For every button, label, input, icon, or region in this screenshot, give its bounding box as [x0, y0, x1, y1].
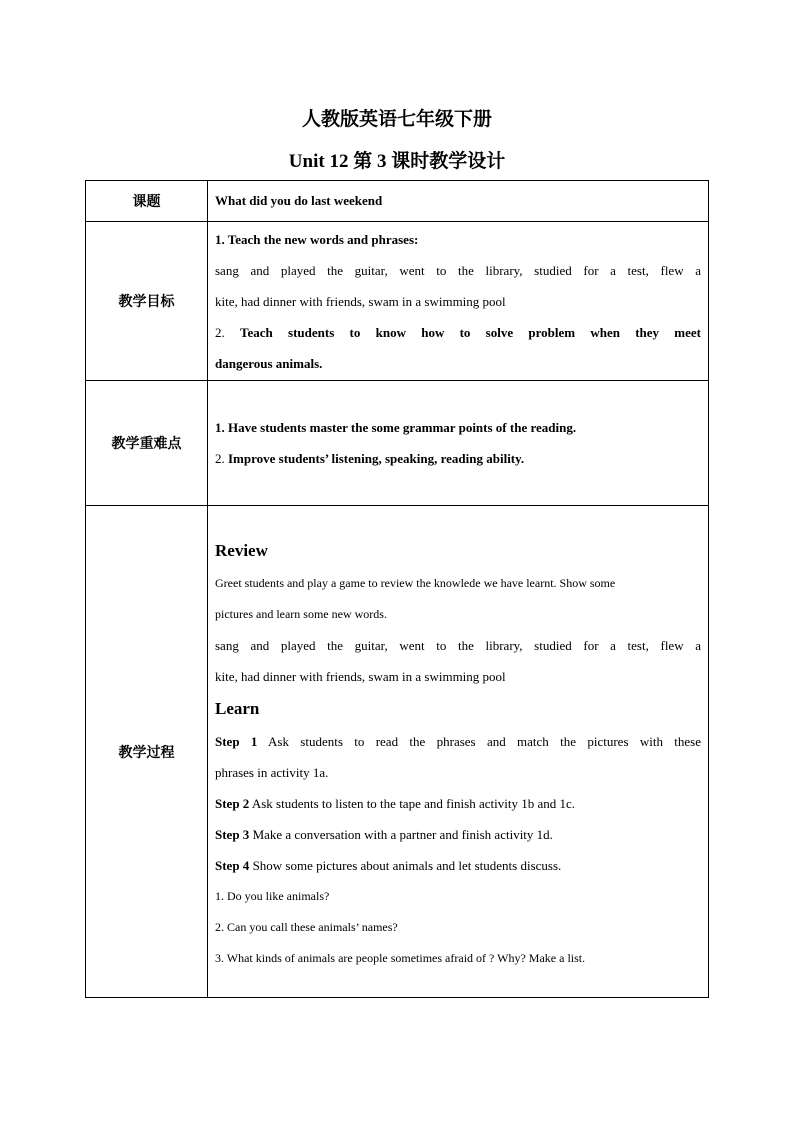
document-title: 人教版英语七年级下册 [301, 109, 492, 130]
objective-2-text: Teach students to know how to solve problem when they meet [240, 324, 702, 340]
document-subtitle: Unit 12 第 3 课时教学设计 [288, 151, 506, 172]
step-1-line-1 [215, 726, 701, 757]
objective-1-line-2: kite, had dinner with friends, swam in a swimming pool [215, 293, 506, 309]
step-4-text: Show some pictures about animals and let students discuss. [252, 857, 562, 873]
key-point-2-text: Improve students’ listening, speaking, reading ability. [228, 451, 525, 466]
step-2-text: Ask students to listen to the tape and finish activity 1b and 1c. [251, 795, 575, 811]
step-1-line-2: phrases in activity 1a. [215, 764, 329, 780]
review-line-4: kite, had dinner with friends, swam in a swimming pool [215, 668, 506, 684]
table-row [86, 181, 709, 222]
table-row [86, 506, 709, 998]
step-4-label: Step 4 [215, 857, 250, 873]
step-1-label: Step 1 [215, 733, 258, 749]
step-2-label: Step 2 [215, 795, 250, 811]
topic-value: What did you do last weekend [208, 181, 709, 222]
process-content [208, 506, 709, 998]
table-row [86, 222, 709, 381]
learn-heading: Learn [215, 698, 260, 718]
question-1: 1. Do you like animals? [215, 888, 330, 903]
step-3-label: Step 3 [215, 826, 250, 842]
review-line-2: pictures and learn some new words. [215, 606, 387, 621]
step-2 [215, 788, 701, 819]
review-line-1: Greet students and play a game to review the knowlede we have learnt. Show some [215, 575, 616, 590]
step-3 [215, 819, 701, 850]
step-3-text: Make a conversation with a partner and finish activity 1d. [252, 826, 553, 842]
step-4 [215, 850, 701, 881]
objective-2-line-2: dangerous animals. [215, 355, 323, 371]
objective-2-line-1 [215, 317, 701, 348]
key-points-label: 教学重难点 [86, 381, 208, 506]
objectives-content [208, 222, 709, 381]
review-heading: Review [215, 540, 268, 560]
table-row [86, 381, 709, 506]
key-point-1: 1. Have students master the some grammar points of the reading. [215, 420, 577, 435]
question-2: 2. Can you call these animals’ names? [215, 919, 398, 934]
review-line-3: sang and played the guitar, went to the library, studied for a test, flew a [215, 637, 701, 653]
objective-1-title: 1. Teach the new words and phrases: [215, 231, 419, 247]
step-1-text: Ask students to read the phrases and match the pictures with these [268, 733, 701, 749]
objective-1-line-1: sang and played the guitar, went to the library, studied for a test, flew a [215, 262, 701, 278]
key-points-content [208, 381, 709, 506]
objectives-label: 教学目标 [86, 222, 208, 381]
key-point-2-number: 2. [215, 451, 225, 466]
objective-2-number: 2. [215, 324, 225, 340]
topic-label: 课题 [86, 181, 208, 222]
lesson-plan-table [85, 180, 709, 998]
key-point-2 [215, 443, 701, 474]
process-label: 教学过程 [86, 506, 208, 998]
question-3: 3. What kinds of animals are people sometimes afraid of ? Why? Make a list. [215, 950, 586, 965]
